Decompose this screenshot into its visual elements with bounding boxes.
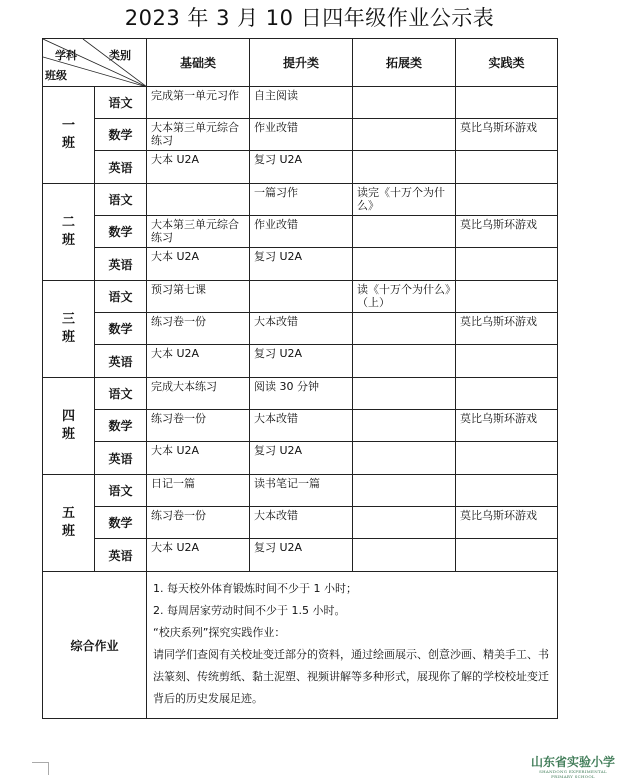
class-name-char: 班 [61, 427, 75, 442]
header-practice: 实践类 [456, 39, 558, 87]
improve-cell: 大本改错 [250, 313, 353, 345]
class-name-cell [43, 475, 95, 572]
table-row [43, 442, 558, 475]
table-row [43, 539, 558, 572]
table-row [43, 313, 558, 345]
basic-cell: 大本 U2A [147, 539, 250, 572]
practice-cell: 莫比乌斯环游戏 [456, 216, 558, 248]
basic-cell: 预习第七课 [147, 281, 250, 313]
expand-cell [353, 151, 456, 184]
improve-cell [250, 281, 353, 313]
expand-cell [353, 87, 456, 119]
basic-cell: 练习卷一份 [147, 507, 250, 539]
subject-cell: 英语 [95, 345, 147, 378]
class-name-cell [43, 87, 95, 184]
basic-cell: 大本 U2A [147, 151, 250, 184]
practice-cell [456, 248, 558, 281]
expand-cell [353, 442, 456, 475]
subject-cell: 数学 [95, 313, 147, 345]
summary-line-2: 2. 每周居家劳动时间不少于 1.5 小时。 [153, 604, 346, 617]
subject-cell: 数学 [95, 216, 147, 248]
page-corner-mark [32, 762, 49, 775]
practice-cell: 莫比乌斯环游戏 [456, 119, 558, 151]
header-expand: 拓展类 [353, 39, 456, 87]
subject-cell: 语文 [95, 184, 147, 216]
improve-cell: 复习 U2A [250, 151, 353, 184]
subject-cell: 语文 [95, 87, 147, 119]
class-name-char: 班 [61, 136, 75, 151]
class-name-char: 二 [61, 215, 75, 230]
table-row [43, 507, 558, 539]
summary-line-3: “校庆系列”探究实践作业： [153, 626, 286, 639]
table-row [43, 151, 558, 184]
improve-cell: 作业改错 [250, 216, 353, 248]
basic-cell: 大本 U2A [147, 248, 250, 281]
table-row [43, 119, 558, 151]
class-name-cell [43, 281, 95, 378]
table-row [43, 87, 558, 119]
improve-cell: 作业改错 [250, 119, 353, 151]
expand-cell [353, 410, 456, 442]
corner-subject-label: 学科 [55, 49, 77, 62]
expand-cell [353, 475, 456, 507]
subject-cell: 数学 [95, 507, 147, 539]
table-row [43, 281, 558, 313]
header-improve: 提升类 [250, 39, 353, 87]
practice-cell [456, 442, 558, 475]
practice-cell [456, 345, 558, 378]
header-row [43, 39, 558, 87]
basic-cell: 完成第一单元习作 [147, 87, 250, 119]
summary-row [43, 572, 558, 719]
expand-cell: 读完《十万个为什么》 [353, 184, 456, 216]
class-name-char: 三 [61, 312, 75, 327]
summary-line-1: 1. 每天校外体育锻炼时间不少于 1 小时； [153, 582, 357, 595]
practice-cell: 莫比乌斯环游戏 [456, 410, 558, 442]
class-name-char: 班 [61, 524, 75, 539]
expand-cell [353, 507, 456, 539]
expand-cell [353, 345, 456, 378]
table-row [43, 216, 558, 248]
improve-cell: 阅读 30 分钟 [250, 378, 353, 410]
class-name-char: 五 [61, 506, 75, 521]
practice-cell [456, 87, 558, 119]
summary-line-4: 请同学们查阅有关校址变迁部分的资料，通过绘画展示、创意沙画、精美手工、书法篆刻、传统剪纸、黏土泥塑、视频讲解等多种形式，展现你了解的学校校址变迁背后的历史发展足迹。 [153, 648, 549, 705]
expand-cell: 读《十万个为什么》（上） [353, 281, 456, 313]
summary-content [147, 572, 558, 719]
basic-cell: 日记一篇 [147, 475, 250, 507]
basic-cell: 完成大本练习 [147, 378, 250, 410]
practice-cell [456, 539, 558, 572]
class-name-char: 一 [61, 118, 75, 133]
basic-cell: 练习卷一份 [147, 410, 250, 442]
improve-cell: 大本改错 [250, 507, 353, 539]
subject-cell: 语文 [95, 378, 147, 410]
basic-cell [147, 184, 250, 216]
class-name-cell [43, 378, 95, 475]
improve-cell: 复习 U2A [250, 539, 353, 572]
improve-cell: 复习 U2A [250, 442, 353, 475]
basic-cell: 练习卷一份 [147, 313, 250, 345]
page-title: 2023 年 3 月 10 日四年级作业公示表 [124, 6, 495, 30]
subject-cell: 数学 [95, 410, 147, 442]
summary-label: 综合作业 [43, 572, 147, 719]
expand-cell [353, 248, 456, 281]
basic-cell: 大本 U2A [147, 442, 250, 475]
expand-cell [353, 313, 456, 345]
practice-cell [456, 151, 558, 184]
subject-cell: 英语 [95, 151, 147, 184]
practice-cell [456, 281, 558, 313]
improve-cell: 读书笔记一篇 [250, 475, 353, 507]
improve-cell: 复习 U2A [250, 248, 353, 281]
corner-header [43, 39, 147, 87]
practice-cell [456, 475, 558, 507]
practice-cell [456, 184, 558, 216]
subject-cell: 数学 [95, 119, 147, 151]
practice-cell: 莫比乌斯环游戏 [456, 313, 558, 345]
practice-cell [456, 378, 558, 410]
practice-cell: 莫比乌斯环游戏 [456, 507, 558, 539]
expand-cell [353, 539, 456, 572]
improve-cell: 大本改错 [250, 410, 353, 442]
subject-cell: 语文 [95, 281, 147, 313]
improve-cell: 一篇习作 [250, 184, 353, 216]
expand-cell [353, 378, 456, 410]
class-name-char: 班 [61, 233, 75, 248]
subject-cell: 英语 [95, 248, 147, 281]
improve-cell: 自主阅读 [250, 87, 353, 119]
corner-class-label: 班级 [45, 69, 67, 82]
basic-cell: 大本第三单元综合练习 [147, 119, 250, 151]
table-row [43, 184, 558, 216]
table-row [43, 475, 558, 507]
class-name-char: 班 [61, 330, 75, 345]
corner-category-label: 类别 [109, 49, 131, 62]
table-row [43, 248, 558, 281]
improve-cell: 复习 U2A [250, 345, 353, 378]
school-logo [528, 753, 618, 779]
class-name-char: 四 [61, 409, 75, 424]
table-row [43, 410, 558, 442]
table-row [43, 345, 558, 378]
header-basic: 基础类 [147, 39, 250, 87]
basic-cell: 大本 U2A [147, 345, 250, 378]
table-row [43, 378, 558, 410]
school-logo-name: 山东省实验小学 [530, 755, 615, 769]
homework-table [42, 38, 558, 719]
expand-cell [353, 119, 456, 151]
subject-cell: 语文 [95, 475, 147, 507]
subject-cell: 英语 [95, 539, 147, 572]
class-name-cell [43, 184, 95, 281]
school-logo-sub: SHANDONG EXPERIMENTAL PRIMARY SCHOOL [539, 769, 607, 779]
subject-cell: 英语 [95, 442, 147, 475]
expand-cell [353, 216, 456, 248]
basic-cell: 大本第三单元综合练习 [147, 216, 250, 248]
